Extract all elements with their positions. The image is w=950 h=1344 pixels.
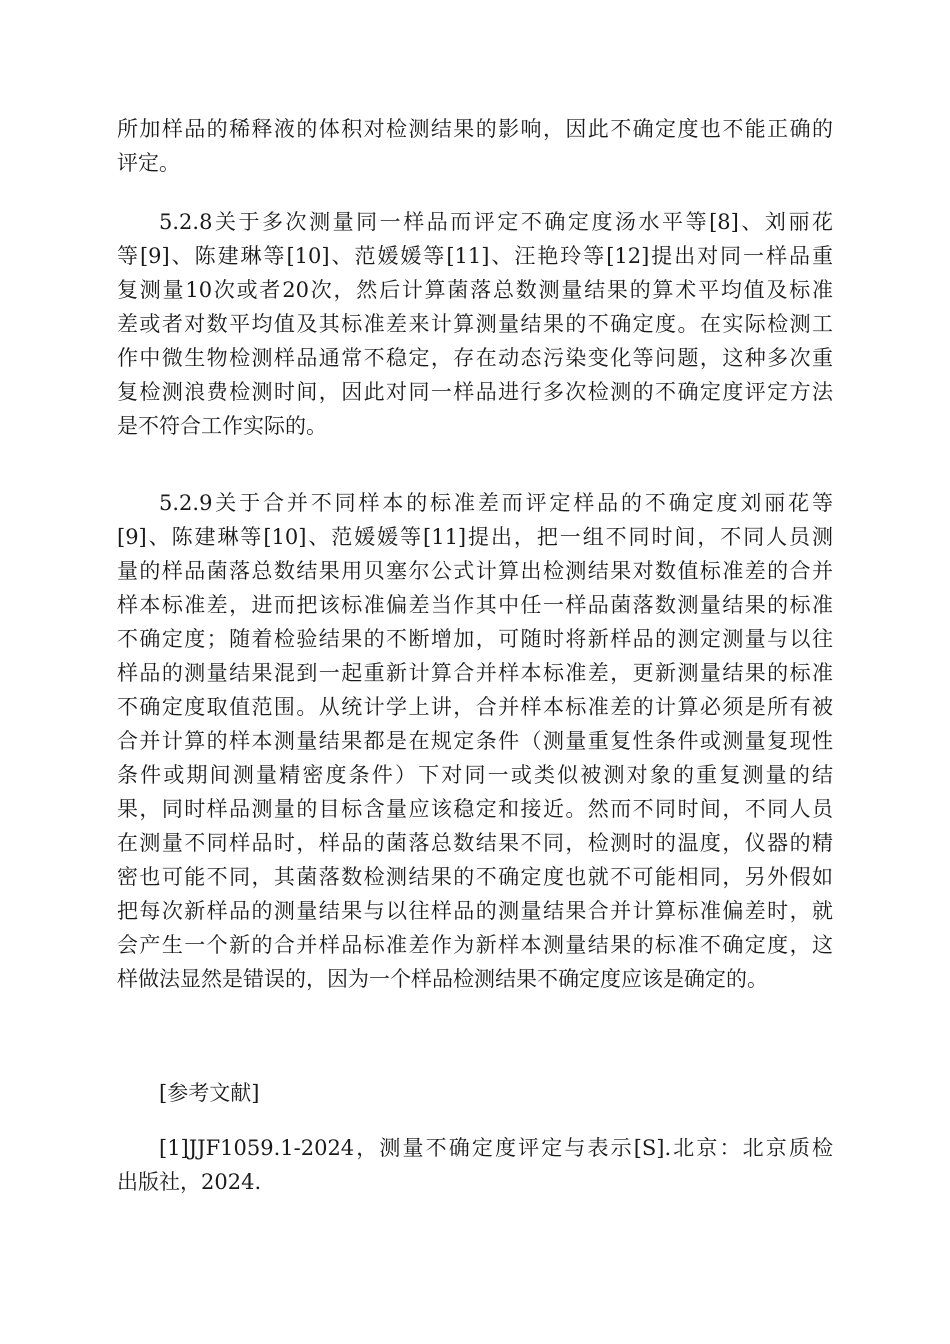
paragraph-continuation: [117, 112, 833, 180]
text-line: [参考文献]: [159, 1081, 260, 1105]
text-line: [1]JJF1059.1-2024，测量不确定度评定与表示[S].北京：北京质检: [159, 1136, 833, 1160]
paragraph-5-2-9: [117, 486, 833, 996]
text-line: 量的样品菌落总数结果用贝塞尔公式计算出检测结果对数值标准差的合并: [117, 559, 833, 583]
text-line: 作中微生物检测样品通常不稳定，存在动态污染变化等问题，这种多次重: [117, 346, 833, 370]
text-line: 是不符合工作实际的。: [117, 414, 327, 438]
text-line: 复检测浪费检测时间，因此对同一样品进行多次检测的不确定度评定方法: [117, 380, 833, 404]
text-line: 所加样品的稀释液的体积对检测结果的影响，因此不确定度也不能正确的: [117, 117, 833, 141]
text-line: 样做法显然是错误的，因为一个样品检测结果不确定度应该是确定的。: [117, 967, 768, 991]
reference-item-1: [117, 1131, 833, 1199]
text-line: 出版社，2024.: [117, 1170, 262, 1194]
text-line: 样品的测量结果混到一起重新计算合并样本标准差，更新测量结果的标准: [117, 661, 833, 685]
text-line: [9]、陈建琳等[10]、范媛媛等[11]提出，把一组不同时间，不同人员测: [117, 525, 833, 549]
text-line: 会产生一个新的合并样品标准差作为新样本测量结果的标准不确定度，这: [117, 933, 833, 957]
text-line: 复测量10次或者20次，然后计算菌落总数测量结果的算术平均值及标准: [117, 278, 833, 302]
text-line: 5.2.9关于合并不同样本的标准差而评定样品的不确定度刘丽花等: [159, 491, 833, 515]
text-line: 等[9]、陈建琳等[10]、范媛媛等[11]、汪艳玲等[12]提出对同一样品重: [117, 244, 833, 268]
text-line: 条件或期间测量精密度条件）下对同一或类似被测对象的重复测量的结: [117, 763, 833, 787]
text-line: 样本标准差，进而把该标准偏差当作其中任一样品菌落数测量结果的标准: [117, 593, 833, 617]
text-line: 差或者对数平均值及其标准差来计算测量结果的不确定度。在实际检测工: [117, 312, 833, 336]
paragraph-5-2-8: [117, 205, 833, 443]
text-line: 果，同时样品测量的目标含量应该稳定和接近。然而不同时间，不同人员: [117, 797, 833, 821]
text-line: 密也可能不同，其菌落数检测结果的不确定度也就不可能相同，另外假如: [117, 865, 833, 889]
text-line: 不确定度；随着检验结果的不断增加，可随时将新样品的测定测量与以往: [117, 627, 833, 651]
text-line: 5.2.8关于多次测量同一样品而评定不确定度汤水平等[8]、刘丽花: [159, 210, 833, 234]
text-line: 在测量不同样品时，样品的菌落总数结果不同，检测时的温度，仪器的精: [117, 831, 833, 855]
references-heading: [117, 1076, 833, 1110]
text-line: 合并计算的样本测量结果都是在规定条件（测量重复性条件或测量复现性: [117, 729, 833, 753]
text-line: 评定。: [117, 151, 180, 175]
text-line: 不确定度取值范围。从统计学上讲，合并样本标准差的计算必须是所有被: [117, 695, 833, 719]
text-line: 把每次新样品的测量结果与以往样品的测量结果合并计算标准偏差时，就: [117, 899, 833, 923]
